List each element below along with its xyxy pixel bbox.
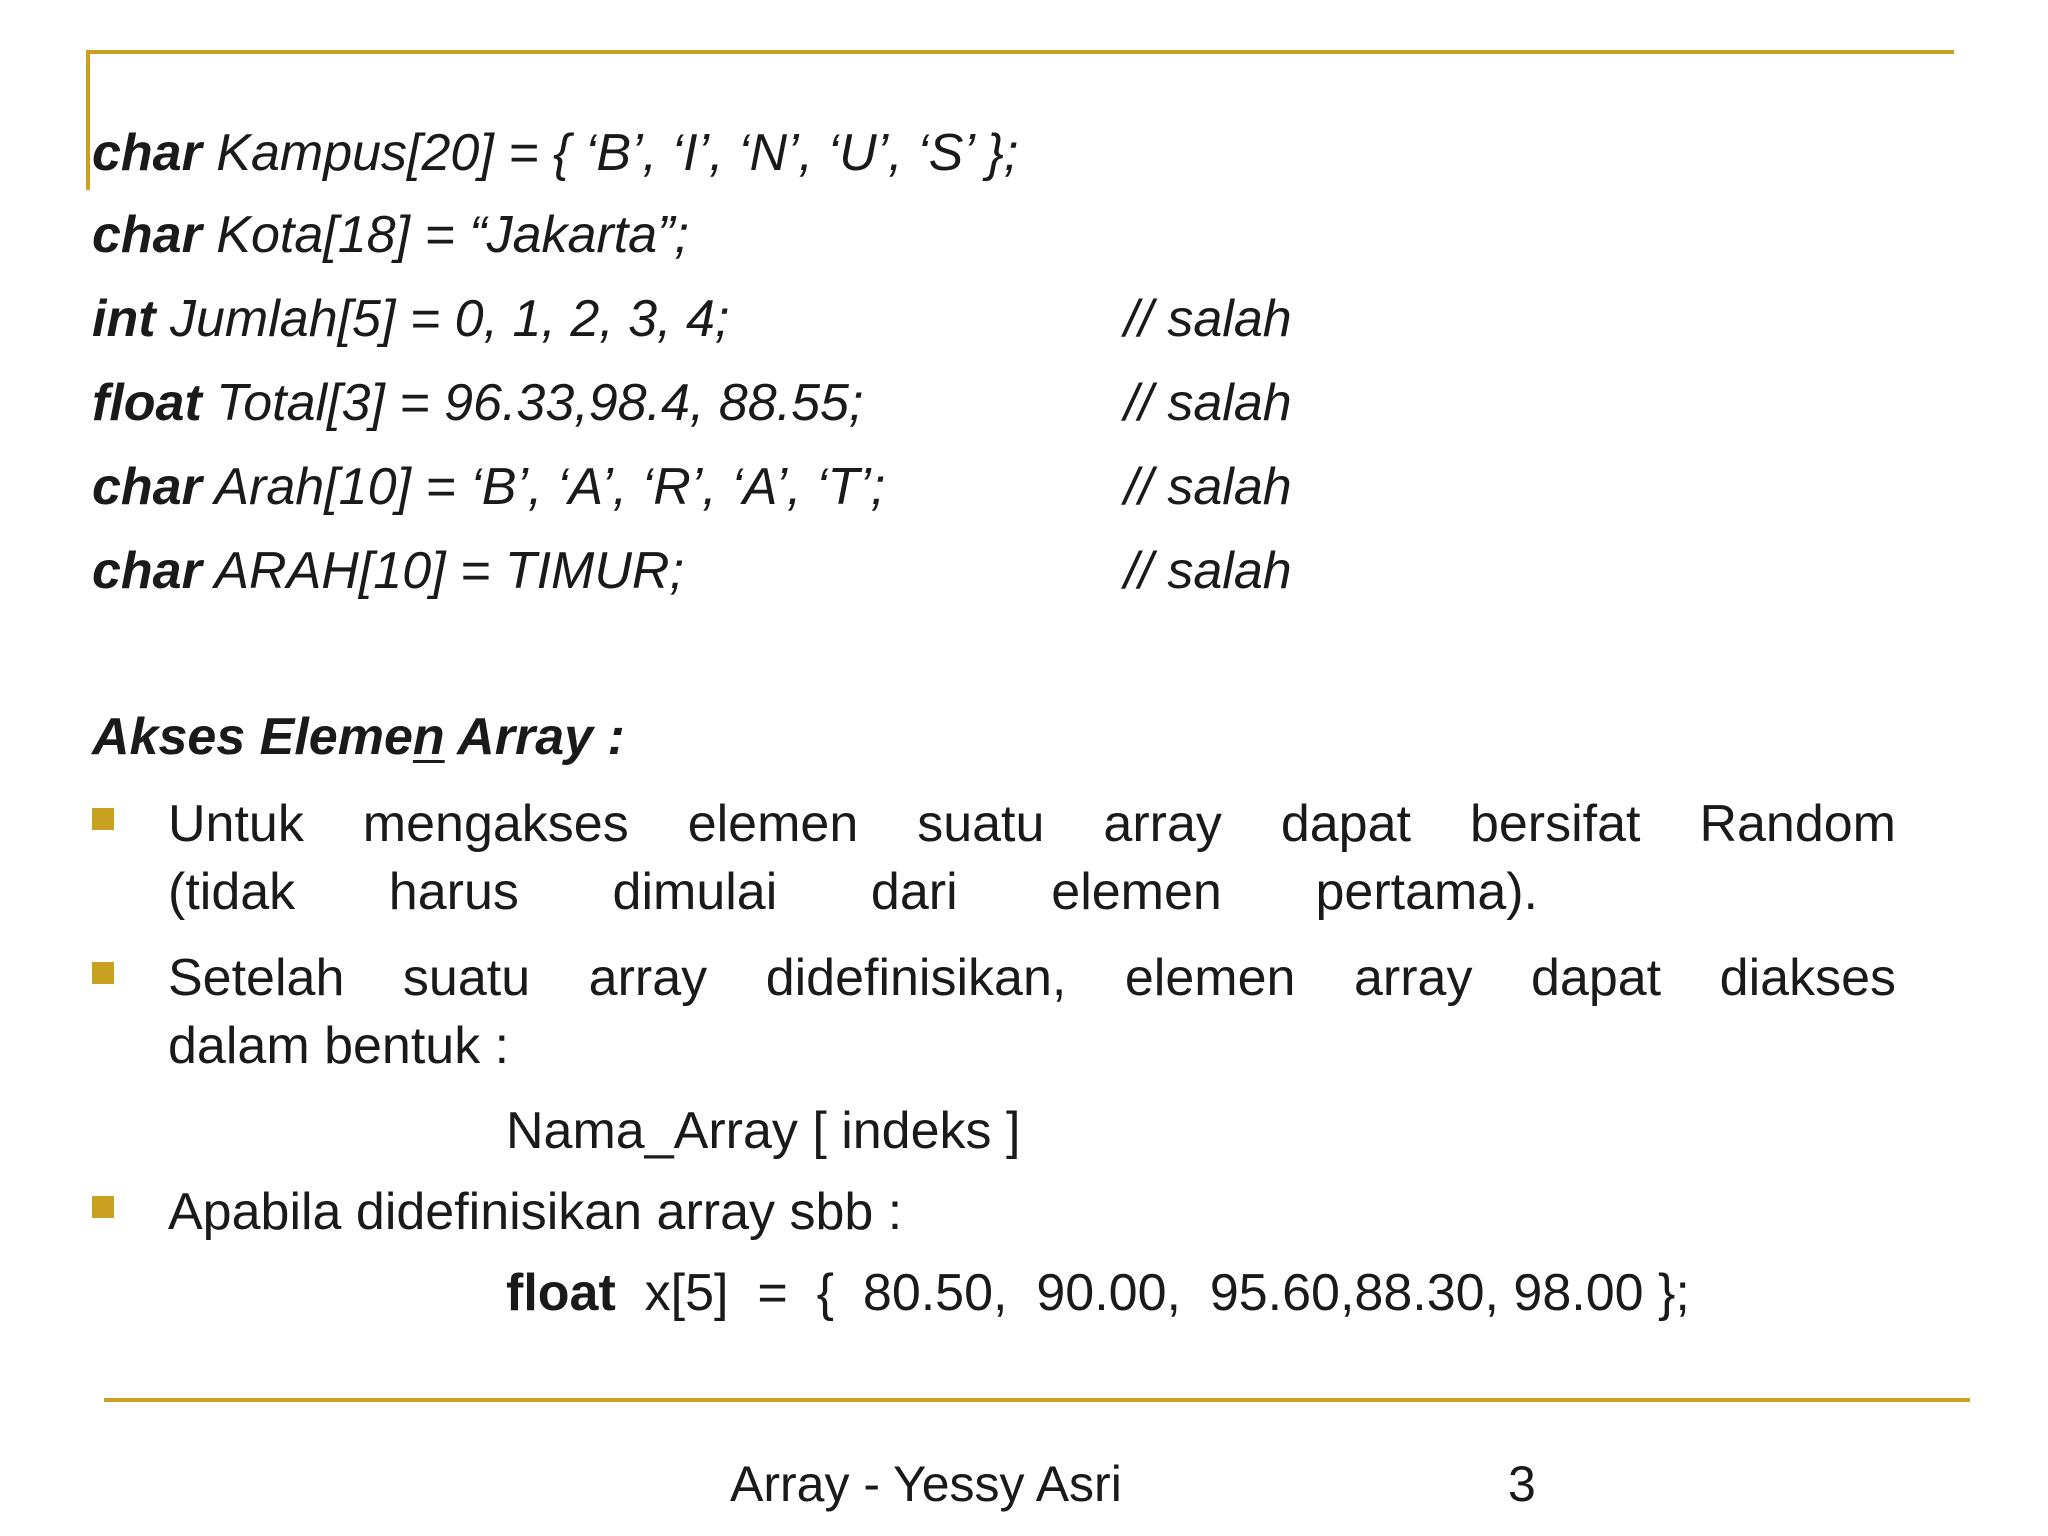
section-heading: Akses Elemen Array : <box>92 708 625 766</box>
code-line: int Jumlah[5] = 0, 1, 2, 3, 4; <box>92 290 730 348</box>
code-line: char Kota[18] = “Jakarta”; <box>92 206 689 264</box>
syntax-example: Nama_Array [ indeks ] <box>506 1102 1021 1160</box>
bullet-square-icon <box>92 1196 114 1218</box>
bottom-rule <box>104 1398 1970 1402</box>
bullet-square-icon <box>92 808 114 830</box>
page-number: 3 <box>1508 1456 1536 1512</box>
code-line: char ARAH[10] = TIMUR; <box>92 542 684 600</box>
top-rule <box>86 50 1954 54</box>
bullet-square-icon <box>92 962 114 984</box>
bullet-text: Setelah suatu array didefinisikan, elemen array dapat diakses dalam bentuk : <box>168 949 1896 1075</box>
code-comment: // salah <box>1124 542 1292 600</box>
code-line: char Arah[10] = ‘B’, ‘A’, ‘R’, ‘A’, ‘T’; <box>92 458 886 516</box>
footer-title: Array - Yessy Asri <box>730 1456 1122 1512</box>
left-rule <box>86 50 90 190</box>
bullet-text: Untuk mengakses elemen suatu array dapat bersifat Random (tidak harus dimulai dari elemen pertama). <box>168 795 1896 921</box>
array-example: float x[5] = { 80.50, 90.00, 95.60,88.30, 98.00 }; <box>506 1264 1690 1322</box>
code-comment: // salah <box>1124 374 1292 432</box>
code-line: float Total[3] = 96.33,98.4, 88.55; <box>92 374 864 432</box>
bullet-text: Apabila didefinisikan array sbb : <box>168 1183 903 1241</box>
code-comment: // salah <box>1124 458 1292 516</box>
code-comment: // salah <box>1124 290 1292 348</box>
code-line: char Kampus[20] = { ‘B’, ‘I’, ‘N’, ‘U’, ‘S’ }; <box>92 124 1019 182</box>
